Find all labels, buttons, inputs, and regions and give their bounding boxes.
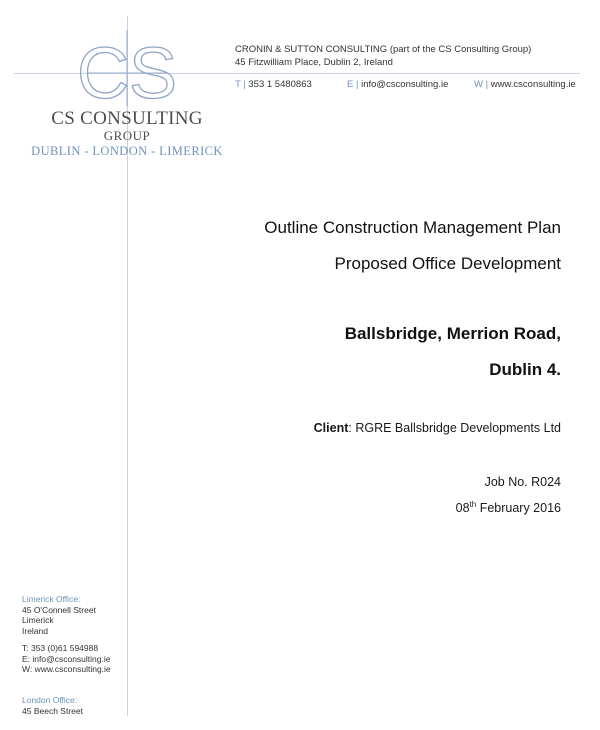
date-suffix: th [469, 499, 477, 509]
location-line-1: Ballsbridge, Merrion Road, [344, 324, 561, 343]
job-number: Job No. R024 [484, 475, 561, 489]
phone-value: 353 1 5480863 [248, 79, 312, 90]
date-rest: February 2016 [476, 501, 561, 515]
logo-monogram: CS [76, 34, 178, 114]
limerick-email: E: info@csconsulting.ie [22, 653, 111, 664]
limerick-office-title: Limerick Office: [22, 594, 81, 604]
london-address-1: 45 Beech Street [22, 705, 83, 716]
limerick-address-2: Limerick [22, 615, 54, 625]
web-label: W | [474, 79, 489, 90]
header-address: 45 Fitzwilliam Place, Dublin 2, Ireland [235, 57, 393, 68]
logo-company-name: CS CONSULTING [51, 108, 203, 129]
limerick-address-3: Ireland [22, 625, 48, 636]
header-web [474, 79, 576, 90]
document-date [456, 501, 561, 515]
location-line-2: Dublin 4. [489, 360, 561, 379]
logo-group-label: GROUP [103, 128, 151, 143]
limerick-web: W: www.csconsulting.ie [22, 664, 111, 674]
document-subtitle: Proposed Office Development [334, 254, 561, 273]
limerick-address-1: 45 O'Connell Street [22, 604, 96, 615]
header-company: CRONIN & SUTTON CONSULTING (part of the CS Consulting Group) [235, 44, 532, 55]
client-value: : RGRE Ballsbridge Developments Ltd [348, 421, 561, 435]
date-day: 08 [455, 501, 470, 515]
london-office-title: London Office: [22, 695, 78, 705]
document-title: Outline Construction Management Plan [264, 218, 561, 237]
cs-monogram-logo-icon [76, 30, 178, 114]
client-label: Client [313, 421, 349, 435]
limerick-phone: T: 353 (0)61 594988 [22, 643, 99, 653]
london-office [22, 695, 83, 716]
header-email [347, 79, 448, 90]
web-value[interactable]: www.csconsulting.ie [490, 79, 576, 90]
email-label: E | [347, 79, 359, 90]
limerick-office [22, 594, 96, 636]
phone-label: T | [235, 79, 246, 90]
email-value[interactable]: info@csconsulting.ie [361, 79, 449, 90]
client-line [314, 421, 561, 435]
logo-cities: DUBLIN - LONDON - LIMERICK [31, 144, 223, 158]
limerick-contact [22, 643, 111, 675]
header-phone [235, 79, 312, 90]
